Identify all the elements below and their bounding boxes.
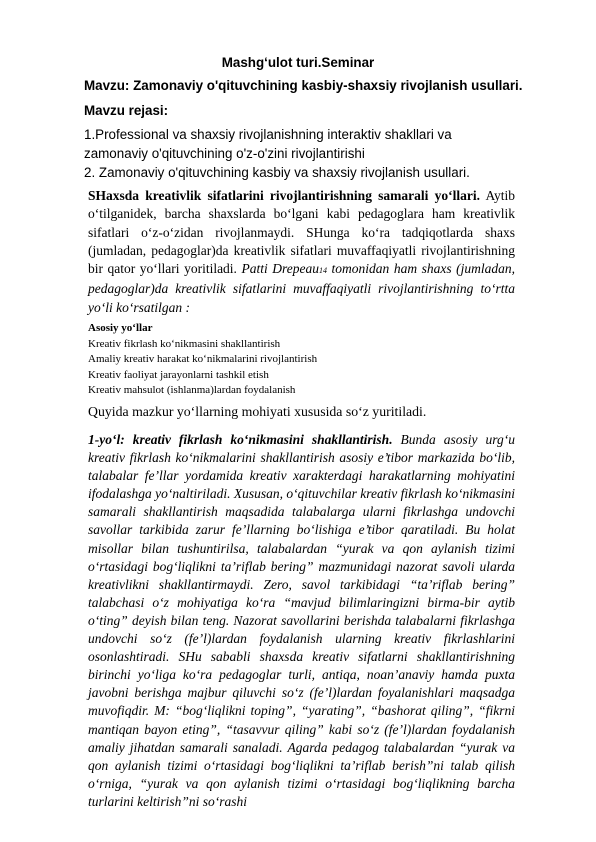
paragraph-text: Aytib o‘tilganidek, barcha shaxslarda bo‘lgani kabi pedagoglara ham kreativlik sifatlari o‘z-o‘zidan rivojlanmaydi. SHunga ko‘ra tadqiqotlarda shaxs (jumladan, pedagoglar)da kreativlik sifatlari muvaffaqiyatli rivojlantirishning bir qator yo‘llari yoritiladi. (88, 188, 515, 277)
first-way-text: Bunda asosiy urg‘u kreativ fikrlash ko‘nikmalarini shakllantirish asosiy e’tibor markazida bo‘lib, talabalar fe’llar yordamida kreativ xarakterdagi harakatlarning mohiyatini ifodalashga yo‘naltiriladi. Xususan, o‘qituvchilar kreativ fikrlash ko‘nikmasini samarali shakllantirish maqsadida talabalarga ularni fikrlashga undovchi savollar tarkibida zarur fe’llarning bo‘lishiga e’tibor qaratiladi. Bu holat misollar bilan tushuntirilsa, talabalardan “yurak va qon aylanish tizimi o‘rtasidagi bog‘liqlikni ta’riflab bering” mazmunidagi nazorat savoli ularda kreativlikni shakllantirmaydi. Zero, savol tarkibidagi “ta’riflab bering” talabchasi o‘z mohiyatiga ko‘ra “mavjud bilimlaringizni birma-bir aytib o‘ting” deyish bilan teng. Nazorat savollarini berishda talabalarni fikrlashga undovchi so‘z (fe’l)lardan foydalanish ularning kreativ fikrlashlarini osonlashtiradi. SHu sababli shaxsda kreativ sifatlarni shakllantirishning birinchi yo‘liga ko‘ra pedagoglar turli, antiqa, noan’anaviy hamda puxta javobni berishga majbur qiluvchi so‘z (fe’l)lardan foyalanishlari maqsadga muvofiqdir. M: “bog‘liqlikni toping”, “yarating”, “bashorat qiling”, “fikrni mantiqan bayon eting”, “tasavvur qiling” kabi so‘z (fe’l)lardan foydalanish amaliy jihatdan samarali sanaladi. Agarda pedagog talabalardan “yurak va qon aylanish tizimi o‘rtasidagi bog‘liqlikni ta’riflab berish”ni talab qilish o‘rniga, “yurak va qon aylanish tizimi o‘rtasidagi bog‘liqlikning barcha turlarini keltirish”ni so‘rashi (88, 432, 515, 809)
list-item: Kreativ faoliyat jarayonlarni tashkil etish (88, 368, 269, 381)
plan-item-1: 1.Professional va shaxsiy rivojlanishning interaktiv shakllari va zamonaviy o'qituvchining o'z-o'zini rivojlantirishi (84, 127, 452, 161)
plan-label: Mavzu rejasi: (84, 103, 169, 118)
topic-line: Mavzu: Zamonaviy o'qituvchining kasbiy-shaxsiy rivojlanish usullari. (84, 78, 523, 93)
paragraph-lead: SHaxsda kreativlik sifatlarini rivojlantirishning samarali yo‘llari. (88, 188, 480, 203)
first-way-lead: 1-yo‘l: kreativ fikrlash ko‘nikmasini shakllantirish. (88, 432, 393, 447)
paragraph-first-way (88, 431, 515, 811)
list-item: Amaliy kreativ harakat ko‘nikmalarini rivojlantirish (88, 353, 318, 365)
intro-sentence: Quyida mazkur yo‘llarning mohiyati xususida so‘z yuritiladi. (88, 404, 427, 419)
paragraph-italic-text: tomonidan ham shaxs (jumladan, pedagoglar)da kreativlik sifatlarini muvaffaqiyatli rivojlantirishning to‘rtta yo‘li ko‘rsatilgan : (88, 261, 516, 315)
footnote-ref: 14 (319, 266, 327, 276)
paragraph-creativity-ways (88, 187, 515, 317)
list-item: Kreativ fikrlash ko‘nikmasini shakllantirish (88, 337, 281, 350)
plan-item-2: 2. Zamonaviy o'qituvchining kasbiy va shaxsiy rivojlanish usullari. (84, 165, 470, 180)
list-item: Kreativ mahsulot (ishlanma)lardan foydalanish (88, 384, 296, 396)
author-name: Patti Drepeau (241, 261, 319, 277)
ways-list (88, 321, 518, 399)
ways-heading: Asosiy yo‘llar (88, 322, 153, 334)
document-title: Mashg‘ulot turi.Seminar (221, 55, 375, 70)
